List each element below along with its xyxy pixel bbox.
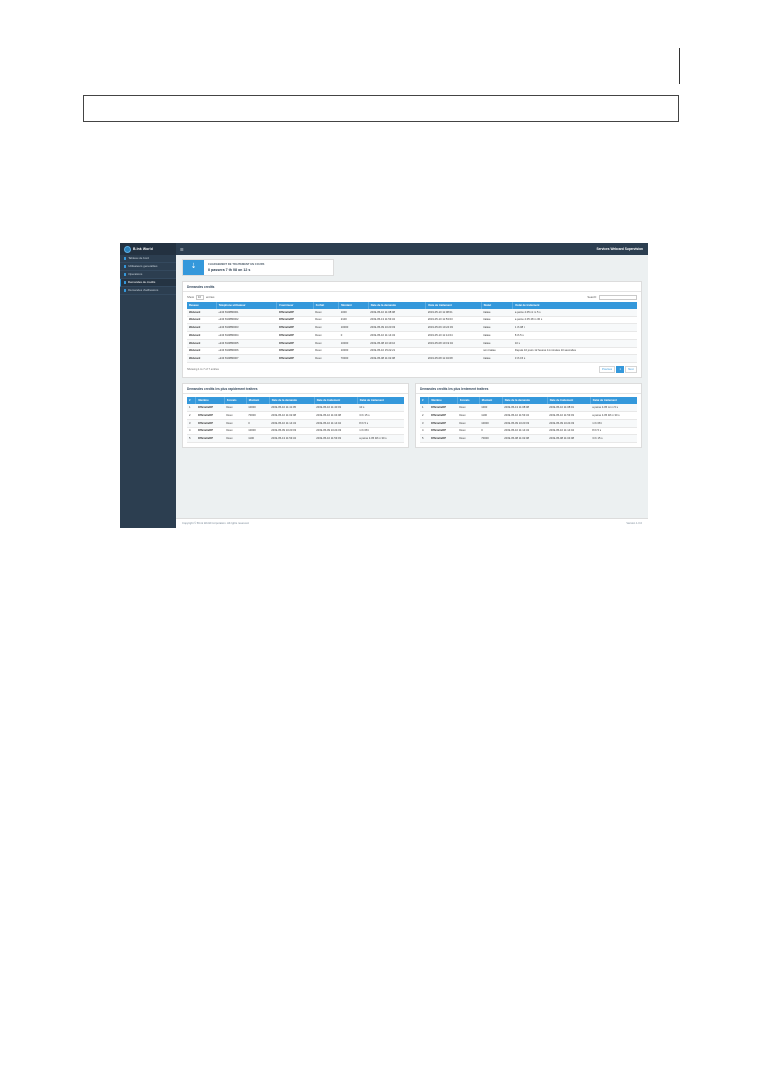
col-statut[interactable]: Statut [481,302,513,309]
cell-reseau: Webcard [187,339,216,347]
table-row[interactable] [420,404,637,411]
cell-date-demande: 2019-05-13 11:53:34 [269,435,314,443]
cell-membre: Officiel/eDP [196,427,224,435]
cell-reseau: Webcard [187,355,216,363]
app-footer [176,518,648,528]
cell-fourniseur: Officiel/eDP [277,309,313,316]
cell-reseau: Webcard [187,332,216,340]
cell-forfait: Deux [313,316,338,324]
search-input[interactable] [599,295,637,300]
table-row[interactable] [187,419,404,427]
cell-index: 2 [420,412,429,420]
cell-montant: 2100 [339,316,368,324]
cell-membre: Officiel/eDP [429,419,457,427]
cell-telephone: +243 810880003 [216,324,277,332]
cell-montant: 1000 [339,309,368,316]
col-delai[interactable]: Delai de traitement [513,302,637,309]
table-body [187,404,404,442]
cell-reseau: Webcard [187,347,216,355]
cell-date-traitement: 2019-05-08 11:04:08 [426,355,481,363]
cell-date-traitement: 2019-05-10 11:04:08 [314,412,357,420]
cell-delai: 1 th 08 t [513,324,637,332]
cell-date-traitement: 2019-05-10 11:14:04 [314,419,357,427]
table-row[interactable] [187,324,637,332]
cell-montant: 1100 [246,435,269,443]
cell-statut: traitee [481,332,513,340]
cell-date-demande: 2019-05-10 11:02:08 [269,412,314,420]
dashboard-icon [124,257,126,259]
table-row[interactable] [420,435,637,443]
col-date-traitement[interactable]: Date de traitement [314,397,357,404]
cell-date-demande: 2019-05-10 11:08:08 [368,309,426,316]
top-navbar [120,243,648,255]
cell-index: 5 [187,435,196,443]
cell-date-traitement: 2019-05-08 11:04:08 [547,435,590,443]
cell-date-traitement [426,347,481,355]
processing-alert [182,259,334,276]
panel-title: Demandes credits [183,282,641,292]
alert-body [204,260,268,275]
document-text-box [83,95,679,122]
cell-delai: 10 s [513,339,637,347]
cell-delai: Depuis 10 jours 12 heures 11 minutes 10 secondes [513,347,637,355]
col-index[interactable]: # [187,397,196,404]
pagination-next[interactable]: Next [625,366,637,373]
table-row[interactable] [187,427,404,435]
cell-index: 1 [420,404,429,411]
panel-body [183,292,641,377]
cell-fourniseur: Officiel/eDP [277,324,313,332]
cell-index: 2 [187,412,196,420]
sidebar-item-operations[interactable] [120,271,176,279]
cell-montant: 10000 [339,347,368,355]
table-body [420,404,637,442]
brand[interactable] [120,243,176,255]
col-delai[interactable]: Delai de traitement [357,397,404,404]
adhesion-icon [124,289,126,291]
col-forfait[interactable]: Forfait [313,302,338,309]
table-row[interactable] [187,309,637,316]
page-size-select[interactable]: 10 [196,295,204,300]
cell-forfait: Deux [313,347,338,355]
sidebar-item-demandes-de-credits[interactable] [120,279,176,287]
cell-date-demande: 2019-05-10 11:14:43 [368,332,426,340]
cell-forcats: Deux [457,412,479,420]
cell-forcats: Deux [457,435,479,443]
sidebar-item-demandes-adhesions[interactable] [120,287,176,295]
panel-title: Demandes credits les plus rapidement traitees [183,384,408,394]
operations-icon [124,273,126,275]
page-rule-top [679,48,680,84]
cell-delai: 1 th 08 t [590,419,637,427]
table-footer [187,366,637,373]
cell-date-demande: 2019-05-08 11:02:08 [368,355,426,363]
cell-date-demande: 2019-05-09 10:23:03 [368,324,426,332]
sidebar-item-utilisateurs[interactable] [120,263,176,271]
cell-date-traitement: 2019-05-10 11:53:03 [547,412,590,420]
cell-forfait: Deux [313,355,338,363]
fastest-requests-panel [182,383,409,448]
cell-delai: a peine 4.05 mi m 5 s [590,404,637,411]
cell-date-traitement: 2019-05-10 11:14:04 [547,427,590,435]
table-row[interactable] [420,427,637,435]
cell-delai: 8 th 5 s [357,419,404,427]
credit-icon [124,281,126,283]
sidebar-item-label: Operations [128,271,143,276]
brand-label: B.Ink World [133,246,153,251]
slowest-requests-panel [415,383,642,448]
cell-statut: traitee [481,355,513,363]
pagination [599,366,637,373]
cell-montant: 70000 [246,412,269,420]
cell-statut: traitee [481,309,513,316]
cell-telephone: +243 810880001 [216,309,277,316]
slowest-requests-table [420,397,637,443]
cell-telephone: +243 810880002 [216,316,277,324]
cell-date-traitement: 2019-05-09 10:24:03 [547,419,590,427]
cell-index: 3 [420,419,429,427]
bottom-panels [182,383,642,448]
col-index[interactable]: # [420,397,429,404]
entries-label: entries [206,294,215,299]
cell-date-traitement: 2019-05-10 11:08:01 [547,404,590,411]
col-montant[interactable]: Montant [246,397,269,404]
cell-date-demande: 2019-05-10 11:14:43 [269,419,314,427]
col-fourniseur[interactable]: Fourniseur [277,302,313,309]
cell-forfait: Deux [313,332,338,340]
cell-delai: 8 th 5 s [590,427,637,435]
table-header-row [187,397,404,404]
cell-delai: a peine 4.05 48 m 30 s [590,412,637,420]
col-telephone[interactable]: Telephone utilisateur [216,302,277,309]
cell-date-traitement: 2019-05-09 10:24:03 [426,324,481,332]
cell-montant: 1000 [479,404,502,411]
cell-montant: 10000 [339,339,368,347]
footer-copyright: Copyright © B.Ink World Corporation. All rights reserved. [182,521,250,525]
cell-delai: a peine 4.05 48 m 30 s [357,435,404,443]
col-date-traitement[interactable]: Date de traitement [426,302,481,309]
cell-fourniseur: Officiel/eDP [277,316,313,324]
cell-montant: 10000 [479,419,502,427]
cell-date-demande: 2019-05-10 11:53:34 [502,412,547,420]
search-label: Search: [587,294,597,299]
cell-forfait: Deux [313,324,338,332]
cell-membre: Officiel/eDP [429,435,457,443]
cell-fourniseur: Officiel/eDP [277,339,313,347]
col-date-traitement[interactable]: Date de traitement [547,397,590,404]
table-row[interactable] [420,419,637,427]
cell-telephone: +243 810880006 [216,347,277,355]
table-controls [187,295,637,300]
col-date-demande[interactable]: Date de la demande [502,397,547,404]
cell-telephone: +243 810880007 [216,355,277,363]
fastest-requests-table [187,397,404,443]
cell-forcats: Deux [224,412,246,420]
table-row[interactable] [187,332,637,340]
cell-fourniseur: Officiel/eDP [277,355,313,363]
cell-index: 3 [187,419,196,427]
sidebar-item-label: Tableau de bord [128,255,149,260]
users-icon [124,265,126,267]
cell-montant: 1100 [479,412,502,420]
cell-montant: 0 [339,332,368,340]
table-header-row [187,302,637,309]
table-header-row [420,397,637,404]
panel-body [416,394,641,447]
cell-montant: 0 [246,419,269,427]
cell-reseau: Webcard [187,324,216,332]
table-body [187,309,637,363]
col-membre[interactable]: Membre [429,397,457,404]
cell-date-traitement: 2019-05-10 11:53:03 [426,316,481,324]
cell-date-demande: 2019-05-09 10:23:03 [269,427,314,435]
cell-statut: traitee [481,316,513,324]
cell-date-demande: 2019-05-10 11:41:05 [269,404,314,411]
panel-body [183,394,408,447]
alert-subtitle: Il passera 7 th 08 on 12 s [208,267,251,272]
application-screenshot [120,243,648,528]
cell-date-traitement: 2019-05-10 11:53:03 [314,435,357,443]
cell-date-demande: 2019-05-09 10:23:03 [502,419,547,427]
col-montant[interactable]: Montant [479,397,502,404]
cell-date-traitement: 2019-05-10 11:40:03 [314,404,357,411]
table-row[interactable] [187,435,404,443]
col-montant[interactable]: Montant [339,302,368,309]
cell-telephone: +243 810880005 [216,339,277,347]
pagination-page-1[interactable]: 1 [616,366,624,373]
alert-title: CHARGEMENT DE TRAITEMENT EN COURS [208,263,265,266]
cell-date-demande: 2019-05-10 15:22:21 [368,347,426,355]
cell-delai: a peine 4.05 mi m 5 s [513,309,637,316]
table-head [187,397,404,404]
col-forcats[interactable]: Forcats [457,397,479,404]
page-size-control [187,295,214,300]
brand-logo-icon [124,246,131,253]
cell-forcats: Deux [457,404,479,411]
cell-forcats: Deux [224,427,246,435]
table-row[interactable] [187,412,404,420]
cell-delai: 3 th 15 s [513,355,637,363]
cell-fourniseur: Officiel/eDP [277,347,313,355]
credit-requests-panel [182,281,642,378]
cell-date-demande: 2019-05-08 10:19:10 [368,339,426,347]
cell-membre: Officiel/eDP [196,419,224,427]
cell-forfait: Deux [313,309,338,316]
cell-forcats: Deux [224,404,246,411]
cell-montant: 10000 [246,404,269,411]
cell-membre: Officiel/eDP [429,404,457,411]
table-row[interactable] [187,355,637,363]
cell-reseau: Webcard [187,309,216,316]
table-row[interactable] [187,347,637,355]
sidebar-item-label: Demandes de credits [127,279,156,284]
cell-delai: 8 th 5 s [513,332,637,340]
cell-delai: 3 th 15 s [590,435,637,443]
cell-forcats: Deux [224,435,246,443]
col-delai[interactable]: Delai de traitement [590,397,637,404]
footer-version: Version 1.0.0 [626,521,642,525]
credit-requests-table [187,302,637,363]
cell-date-demande: 2019-05-13 11:08:08 [502,404,547,411]
cell-membre: Officiel/eDP [196,412,224,420]
cell-membre: Officiel/eDP [429,427,457,435]
search-control [587,295,637,300]
cell-statut: traitee [481,324,513,332]
cell-delai: 1 th 08 t [357,427,404,435]
col-reseau[interactable]: Reseau [187,302,216,309]
cell-date-traitement: 2019-05-08 10:19:04 [426,339,481,347]
cell-date-demande: 2019-05-10 11:14:43 [502,427,547,435]
cell-delai: 3 th 15 s [357,412,404,420]
sidebar-item-tableau-de-bord[interactable] [120,255,176,263]
cell-montant: 70000 [339,355,368,363]
cell-montant: 10000 [339,324,368,332]
sidebar-item-label: Utilisateurs generalites [128,263,158,268]
panel-title: Demandes credits les plus lentement traitees [416,384,641,394]
cell-date-traitement: 2019-05-10 11:14:04 [426,332,481,340]
cell-membre: Officiel/eDP [196,404,224,411]
table-head [420,397,637,404]
cell-index: 5 [420,435,429,443]
cell-forfait: Deux [313,339,338,347]
entries-info: Showing 1 to 7 of 7 entries [187,368,219,372]
show-label: Show [187,294,194,299]
main-content [176,255,648,528]
cell-fourniseur: Officiel/eDP [277,332,313,340]
pagination-previous[interactable]: Previous [599,366,616,373]
cell-montant: 10000 [246,427,269,435]
cell-date-traitement: 2019-05-09 10:24:03 [314,427,357,435]
cell-index: 1 [187,404,196,411]
table-head [187,302,637,309]
cell-membre: Officiel/eDP [429,412,457,420]
cell-montant: 70000 [479,435,502,443]
table-row[interactable] [187,404,404,411]
cell-telephone: +243 810880004 [216,332,277,340]
cell-reseau: Webcard [187,316,216,324]
table-row[interactable] [187,316,637,324]
col-date-demande[interactable]: Date de la demande [368,302,426,309]
hamburger-icon[interactable]: ☰ [180,246,184,252]
cell-date-traitement: 2019-05-10 11:08:01 [426,309,481,316]
table-row[interactable] [420,412,637,420]
cell-date-demande: 2019-05-08 11:02:08 [502,435,547,443]
download-arrow-icon: ⇣ [183,260,204,275]
table-row[interactable] [187,339,637,347]
sidebar-item-label: Demandes d'adhesions [128,287,159,292]
sidebar [120,255,176,528]
cell-index: 4 [420,427,429,435]
cell-delai: 10 s [357,404,404,411]
cell-forcats: Deux [224,419,246,427]
cell-forcats: Deux [457,419,479,427]
cell-delai: a peine 4.05 48 m 30 s [513,316,637,324]
cell-statut: non traitee [481,347,513,355]
col-membre[interactable]: Membre [196,397,224,404]
cell-statut: traitee [481,339,513,347]
cell-montant: 0 [479,427,502,435]
col-date-demande[interactable]: Date de la demande [269,397,314,404]
cell-date-demande: 2019-05-13 11:53:34 [368,316,426,324]
cell-forcats: Deux [457,427,479,435]
cell-membre: Officiel/eDP [196,435,224,443]
cell-index: 4 [187,427,196,435]
col-forcats[interactable]: Forcats [224,397,246,404]
navbar-right-label: Services Webcard Supervision [596,247,643,251]
